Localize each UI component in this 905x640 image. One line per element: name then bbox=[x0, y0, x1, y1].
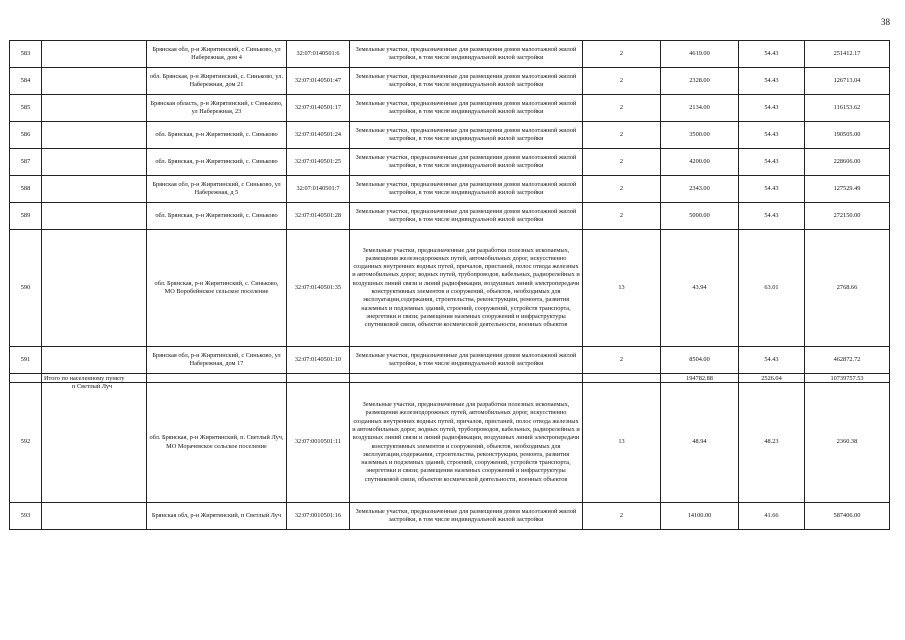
row-address: Брянская обл, р-н Жирятинский, с Синьково, ул Набережная, д 5 bbox=[147, 176, 287, 203]
summary-sum: 10739757.53 bbox=[805, 374, 890, 383]
row-area: 3500.00 bbox=[661, 122, 739, 149]
row-sum: 272150.00 bbox=[805, 203, 890, 230]
row-count: 2 bbox=[583, 203, 661, 230]
row-cadastral-number: 32:07:0140501:24 bbox=[287, 122, 350, 149]
row-rate: 54.43 bbox=[739, 68, 805, 95]
row-count: 2 bbox=[583, 149, 661, 176]
row-sum: 2768.66 bbox=[805, 230, 890, 347]
empty-cell bbox=[42, 203, 147, 230]
row-count: 2 bbox=[583, 95, 661, 122]
row-count: 2 bbox=[583, 347, 661, 374]
row-area: 4619.00 bbox=[661, 41, 739, 68]
summary-label: Итого по населенному пункту bbox=[42, 374, 147, 383]
empty-cell bbox=[147, 374, 287, 383]
row-cadastral-number: 32:07:0140501:6 bbox=[287, 41, 350, 68]
table-row bbox=[10, 41, 890, 68]
row-sum: 190505.00 bbox=[805, 122, 890, 149]
row-address: обл. Брянская, р-н Жирятинский, с. Синьково, МО Воробейнское сельское поселение bbox=[147, 230, 287, 347]
row-area: 5000.00 bbox=[661, 203, 739, 230]
row-cadastral-number: 32:07:0140501:17 bbox=[287, 95, 350, 122]
row-count: 2 bbox=[583, 503, 661, 530]
table-row bbox=[10, 347, 890, 374]
row-land-use: Земельные участки, предназначенные для размещения домов малоэтажной жилой застройки, в том числе индивидуальной жилой застройки bbox=[350, 149, 583, 176]
row-sum: 116153.62 bbox=[805, 95, 890, 122]
row-address: Брянская обл, р-н Жирятинский, с Синьково, ул Набережная, дом 17 bbox=[147, 347, 287, 374]
row-address: Брянская обл, р-н Жирятинский, с Синьково, ул Набережная, дом 4 bbox=[147, 41, 287, 68]
row-number: 592 bbox=[10, 383, 42, 503]
empty-cell bbox=[42, 95, 147, 122]
row-sum: 587406.00 bbox=[805, 503, 890, 530]
row-land-use: Земельные участки, предназначенные для размещения домов малоэтажной жилой застройки, в том числе индивидуальной жилой застройки bbox=[350, 68, 583, 95]
row-rate: 54.43 bbox=[739, 95, 805, 122]
table-row bbox=[10, 95, 890, 122]
row-area: 14100.00 bbox=[661, 503, 739, 530]
row-number: 584 bbox=[10, 68, 42, 95]
row-cadastral-number: 32:07:0010501:11 bbox=[287, 383, 350, 503]
row-rate: 48.23 bbox=[739, 383, 805, 503]
table-row bbox=[10, 149, 890, 176]
row-area: 8504.00 bbox=[661, 347, 739, 374]
row-count: 2 bbox=[583, 68, 661, 95]
row-count: 2 bbox=[583, 41, 661, 68]
table-row bbox=[10, 503, 890, 530]
row-land-use: Земельные участки, предназначенные для размещения домов малоэтажной жилой застройки, в том числе индивидуальной жилой застройки bbox=[350, 176, 583, 203]
row-sum: 126713.04 bbox=[805, 68, 890, 95]
row-cadastral-number: 32:07:0010501:16 bbox=[287, 503, 350, 530]
row-cadastral-number: 32:07:0140501:35 bbox=[287, 230, 350, 347]
page-number: 38 bbox=[881, 17, 890, 27]
row-address: Брянская область, р-н Жирятинский, с Синьково, ул Набережная, 23 bbox=[147, 95, 287, 122]
row-number: 585 bbox=[10, 95, 42, 122]
row-sum: 462872.72 bbox=[805, 347, 890, 374]
row-area: 2343.00 bbox=[661, 176, 739, 203]
row-land-use: Земельные участки, предназначенные для размещения домов малоэтажной жилой застройки, в том числе индивидуальной жилой застройки bbox=[350, 41, 583, 68]
row-address: обл. Брянская, р-н Жирятинский, с. Синьково bbox=[147, 122, 287, 149]
row-land-use: Земельные участки, предназначенные для размещения домов малоэтажной жилой застройки, в том числе индивидуальной жилой застройки bbox=[350, 203, 583, 230]
row-land-use: Земельные участки, предназначенные для размещения домов малоэтажной жилой застройки, в том числе индивидуальной жилой застройки bbox=[350, 503, 583, 530]
row-land-use: Земельные участки, предназначенные для разработки полезных ископаемых, размещения железнодорожных путей, автомобильных дорог, искусственно созданных внутренних водных путей, причалов, пристаней, полос отвода железных и автомобильных дорог, водных путей, трубопроводов, кабельных, радиорелейных и воздушных линий связи и линий радиофикации, воздушных линий электропередачи конструктивных элементов и сооружений, объектов, необходимых для эксплуатации,содержания, строительства, реконструкции, ремонта, развития наземных и подземных зданий, строений, сооружений, устройств транспорта, энергетики и связи; размещения наземных сооружений и инфраструктуры спутниковой связи, объектов космической деятельности, военных объектов bbox=[350, 383, 583, 503]
row-address: обл. Брянская, р-н Жирятинский, с. Синьково bbox=[147, 149, 287, 176]
row-number: 590 bbox=[10, 230, 42, 347]
empty-cell bbox=[350, 374, 583, 383]
row-address: обл. Брянская, р-н Жирятинский, с. Синьково, ул. Набережная, дом 21 bbox=[147, 68, 287, 95]
row-land-use: Земельные участки, предназначенные для размещения домов малоэтажной жилой застройки, в том числе индивидуальной жилой застройки bbox=[350, 347, 583, 374]
empty-cell bbox=[583, 374, 661, 383]
row-sum: 228606.00 bbox=[805, 149, 890, 176]
row-rate: 41.66 bbox=[739, 503, 805, 530]
row-number: 591 bbox=[10, 347, 42, 374]
row-rate: 54.43 bbox=[739, 176, 805, 203]
table-row bbox=[10, 122, 890, 149]
row-area: 4200.00 bbox=[661, 149, 739, 176]
summary-row bbox=[10, 374, 890, 383]
row-number: 587 bbox=[10, 149, 42, 176]
row-cadastral-number: 32:07:0140501:25 bbox=[287, 149, 350, 176]
row-count: 2 bbox=[583, 122, 661, 149]
row-sum: 251412.17 bbox=[805, 41, 890, 68]
empty-cell bbox=[42, 149, 147, 176]
row-land-use: Земельные участки, предназначенные для размещения домов малоэтажной жилой застройки, в том числе индивидуальной жилой застройки bbox=[350, 95, 583, 122]
row-count: 2 bbox=[583, 176, 661, 203]
row-number: 589 bbox=[10, 203, 42, 230]
empty-cell bbox=[42, 347, 147, 374]
row-count: 13 bbox=[583, 383, 661, 503]
row-rate: 54.43 bbox=[739, 347, 805, 374]
row-area: 2134.00 bbox=[661, 95, 739, 122]
row-rate: 54.43 bbox=[739, 122, 805, 149]
row-rate: 54.43 bbox=[739, 41, 805, 68]
row-sum: 127529.49 bbox=[805, 176, 890, 203]
row-address: Брянская обл, р-н Жирятинский, п Светлый Луч bbox=[147, 503, 287, 530]
row-area: 43.94 bbox=[661, 230, 739, 347]
row-number: 588 bbox=[10, 176, 42, 203]
row-land-use: Земельные участки, предназначенные для размещения домов малоэтажной жилой застройки, в том числе индивидуальной жилой застройки bbox=[350, 122, 583, 149]
row-sum: 2360.38 bbox=[805, 383, 890, 503]
row-number: 583 bbox=[10, 41, 42, 68]
table-row bbox=[10, 383, 890, 503]
summary-area: 194782.88 bbox=[661, 374, 739, 383]
locality-name: п Светлый Луч bbox=[72, 383, 113, 390]
locality-label bbox=[42, 383, 147, 503]
empty-cell bbox=[42, 503, 147, 530]
table-row bbox=[10, 230, 890, 347]
row-cadastral-number: 32:07:0140501:7 bbox=[287, 176, 350, 203]
row-address: обл. Брянская, р-н Жирятинский, с. Синьково bbox=[147, 203, 287, 230]
row-area: 2328.00 bbox=[661, 68, 739, 95]
land-register-table bbox=[9, 40, 890, 530]
summary-rate: 2526.04 bbox=[739, 374, 805, 383]
row-rate: 54.43 bbox=[739, 149, 805, 176]
row-rate: 63.01 bbox=[739, 230, 805, 347]
empty-cell bbox=[10, 374, 42, 383]
row-number: 586 bbox=[10, 122, 42, 149]
row-land-use: Земельные участки, предназначенные для разработки полезных ископаемых, размещения железнодорожных путей, автомобильных дорог, искусственно созданных внутренних водных путей, причалов, пристаней, полос отвода железных и автомобильных дорог, водных путей, трубопроводов, кабельных, радиорелейных и воздушных линий связи и линий радиофикации, воздушных линий электропередачи конструктивных элементов и сооружений, объектов, необходимых для эксплуатации,содержания, строительства, реконструкции, ремонта, развития наземных и подземных зданий, строений, сооружений, устройств транспорта, энергетики и связи; размещения наземных сооружений и инфраструктуры спутниковой связи, объектов космической деятельности, военных объектов bbox=[350, 230, 583, 347]
table-row bbox=[10, 203, 890, 230]
row-cadastral-number: 32:07:0140501:10 bbox=[287, 347, 350, 374]
row-cadastral-number: 32:07:0140501:47 bbox=[287, 68, 350, 95]
table-row bbox=[10, 176, 890, 203]
empty-cell bbox=[42, 41, 147, 68]
empty-cell bbox=[42, 122, 147, 149]
empty-cell bbox=[42, 176, 147, 203]
row-number: 593 bbox=[10, 503, 42, 530]
empty-cell bbox=[42, 230, 147, 347]
empty-cell bbox=[287, 374, 350, 383]
row-cadastral-number: 32:07:0140501:28 bbox=[287, 203, 350, 230]
row-rate: 54.43 bbox=[739, 203, 805, 230]
table-row bbox=[10, 68, 890, 95]
row-address: обл. Брянская, р-н Жирятинский, п. Светлый Луч, МО Морачевское сельское поселение bbox=[147, 383, 287, 503]
row-area: 48.94 bbox=[661, 383, 739, 503]
row-count: 13 bbox=[583, 230, 661, 347]
empty-cell bbox=[42, 68, 147, 95]
